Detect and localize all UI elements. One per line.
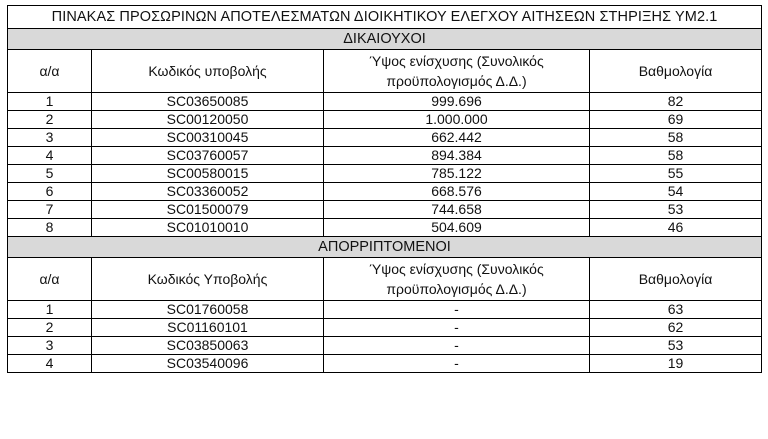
rejected-rows <box>8 301 762 373</box>
table-row <box>8 93 762 111</box>
cell-code: SC01160101 <box>92 319 324 337</box>
cell-index: 1 <box>8 93 92 111</box>
cell-index: 8 <box>8 219 92 237</box>
cell-score: 54 <box>590 183 762 201</box>
cell-code: SC00310045 <box>92 129 324 147</box>
table-row <box>8 183 762 201</box>
rejected-section-row <box>8 237 762 258</box>
cell-index: 3 <box>8 129 92 147</box>
cell-amount: 999.696 <box>324 93 590 111</box>
table-row <box>8 337 762 355</box>
table-row <box>8 111 762 129</box>
table-row <box>8 219 762 237</box>
beneficiaries-section-row <box>8 29 762 50</box>
cell-code: SC00120050 <box>92 111 324 129</box>
cell-code: SC01010010 <box>92 219 324 237</box>
cell-amount: 662.442 <box>324 129 590 147</box>
cell-score: 62 <box>590 319 762 337</box>
cell-amount: 785.122 <box>324 165 590 183</box>
header-amount <box>324 50 590 93</box>
table-row <box>8 165 762 183</box>
cell-score: 63 <box>590 301 762 319</box>
table-row <box>8 147 762 165</box>
cell-index: 2 <box>8 111 92 129</box>
cell-amount: 894.384 <box>324 147 590 165</box>
cell-score: 55 <box>590 165 762 183</box>
header-amount-line1: Ύψος ενίσχυσης (Συνολικός <box>369 53 544 69</box>
cell-score: 82 <box>590 93 762 111</box>
header-amount-line1: Ύψος ενίσχυσης (Συνολικός <box>369 261 544 277</box>
cell-code: SC01760058 <box>92 301 324 319</box>
header-score: Βαθμολογία <box>590 258 762 301</box>
cell-index: 4 <box>8 147 92 165</box>
cell-index: 1 <box>8 301 92 319</box>
cell-index: 4 <box>8 355 92 373</box>
results-table <box>7 5 762 373</box>
cell-score: 19 <box>590 355 762 373</box>
cell-amount: 504.609 <box>324 219 590 237</box>
cell-score: 58 <box>590 129 762 147</box>
header-score: Βαθμολογία <box>590 50 762 93</box>
cell-code: SC03540096 <box>92 355 324 373</box>
cell-code: SC03850063 <box>92 337 324 355</box>
cell-score: 53 <box>590 201 762 219</box>
cell-index: 5 <box>8 165 92 183</box>
beneficiaries-header-row <box>8 50 762 93</box>
cell-amount: 1.000.000 <box>324 111 590 129</box>
table-row <box>8 301 762 319</box>
header-amount-line2: προϋπολογισμός Δ.Δ.) <box>386 73 527 89</box>
cell-code: SC03760057 <box>92 147 324 165</box>
header-amount <box>324 258 590 301</box>
cell-amount: - <box>324 301 590 319</box>
cell-code: SC03650085 <box>92 93 324 111</box>
cell-score: 46 <box>590 219 762 237</box>
cell-amount: 668.576 <box>324 183 590 201</box>
beneficiaries-rows <box>8 93 762 237</box>
title-row <box>8 6 762 29</box>
table-title: ΠΙΝΑΚΑΣ ΠΡΟΣΩΡΙΝΩΝ ΑΠΟΤΕΛΕΣΜΑΤΩΝ ΔΙΟΙΚΗΤΙΚΟΥ ΕΛΕΓΧΟΥ ΑΙΤΗΣΕΩΝ ΣΤΗΡΙΞΗΣ ΥΜ2.1 <box>8 6 762 29</box>
cell-code: SC00580015 <box>92 165 324 183</box>
cell-index: 7 <box>8 201 92 219</box>
cell-code: SC01500079 <box>92 201 324 219</box>
rejected-header-row <box>8 258 762 301</box>
table-row <box>8 201 762 219</box>
cell-index: 6 <box>8 183 92 201</box>
cell-score: 58 <box>590 147 762 165</box>
rejected-heading: ΑΠΟΡΡΙΠΤΟΜΕΝΟΙ <box>8 237 762 258</box>
cell-amount: - <box>324 355 590 373</box>
cell-score: 69 <box>590 111 762 129</box>
cell-index: 3 <box>8 337 92 355</box>
table-row <box>8 355 762 373</box>
results-document <box>7 5 761 373</box>
header-index: α/α <box>8 258 92 301</box>
cell-amount: 744.658 <box>324 201 590 219</box>
table-row <box>8 129 762 147</box>
cell-amount: - <box>324 337 590 355</box>
header-amount-line2: προϋπολογισμός Δ.Δ.) <box>386 281 527 297</box>
header-code: Κωδικός Υποβολής <box>92 258 324 301</box>
cell-code: SC03360052 <box>92 183 324 201</box>
header-code: Κωδικός υποβολής <box>92 50 324 93</box>
beneficiaries-heading: ΔΙΚΑΙΟΥΧΟΙ <box>8 29 762 50</box>
header-index: α/α <box>8 50 92 93</box>
cell-score: 53 <box>590 337 762 355</box>
cell-index: 2 <box>8 319 92 337</box>
table-row <box>8 319 762 337</box>
cell-amount: - <box>324 319 590 337</box>
